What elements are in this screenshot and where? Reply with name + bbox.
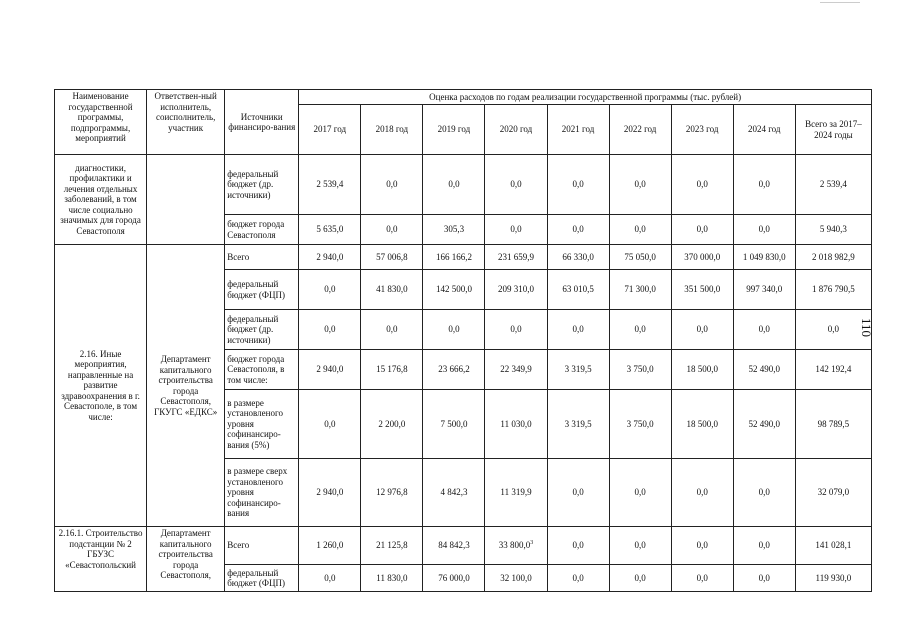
value-cell: 0,0 <box>671 310 733 350</box>
header-year: 2023 год <box>671 105 733 155</box>
table-header <box>55 90 872 155</box>
value-cell: 0,0 <box>485 155 547 215</box>
value-cell: 3 750,0 <box>609 390 671 459</box>
value-cell: 2 940,0 <box>299 350 361 390</box>
program-name-cell: 2.16.1. Строительство подстанции № 2 ГБУЗС «Севастопольский <box>55 527 147 592</box>
value-cell: 7 500,0 <box>423 390 485 459</box>
value-cell: 18 500,0 <box>671 390 733 459</box>
value-cell: 12 976,8 <box>361 459 423 527</box>
header-group: Оценка расходов по годам реализации государственной программы (тыс. рублей) <box>299 90 872 105</box>
value-cell: 11 030,0 <box>485 390 547 459</box>
value-cell: 75 050,0 <box>609 245 671 270</box>
value-cell: 0,0 <box>733 310 795 350</box>
financing-table <box>54 89 872 592</box>
value-cell: 0,0 <box>547 459 609 527</box>
value-cell: 0,0 <box>361 215 423 245</box>
value-cell: 0,0 <box>609 459 671 527</box>
value-cell: 0,0 <box>609 565 671 592</box>
source-cell: бюджет города Севастополя <box>225 215 299 245</box>
value-text: 33 800,0 <box>498 540 531 551</box>
total-cell: 98 789,5 <box>795 390 871 459</box>
value-cell: 32 100,0 <box>485 565 547 592</box>
value-cell: 22 349,9 <box>485 350 547 390</box>
value-cell: 0,0 <box>609 527 671 565</box>
value-cell: 166 166,2 <box>423 245 485 270</box>
value-cell: 0,0 <box>547 310 609 350</box>
source-cell: федеральный бюджет (др. источники) <box>225 310 299 350</box>
header-year: 2022 год <box>609 105 671 155</box>
value-cell: 0,0 <box>609 155 671 215</box>
header-year: 2020 год <box>485 105 547 155</box>
source-cell: федеральный бюджет (др. источники) <box>225 155 299 215</box>
value-cell: 66 330,0 <box>547 245 609 270</box>
value-cell: 52 490,0 <box>733 390 795 459</box>
scan-mark <box>820 2 860 3</box>
value-cell: 0,0 <box>547 565 609 592</box>
value-cell: 0,0 <box>547 215 609 245</box>
value-cell: 63 010,5 <box>547 270 609 310</box>
value-cell: 0,0 <box>733 565 795 592</box>
executor-cell: Департамент капитального строительства города Севастополя, ГКУГС «ЕДКС» <box>147 245 225 527</box>
value-cell: 0,0 <box>361 155 423 215</box>
value-cell: 351 500,0 <box>671 270 733 310</box>
table-body <box>55 155 872 592</box>
value-cell: 0,0 <box>299 390 361 459</box>
program-name-cell: 2.16. Иные мероприятия, направленные на развитие здравоохранения в г. Севастополе, в том числе: <box>55 245 147 527</box>
total-cell: 0,0 <box>795 310 871 350</box>
value-cell: 0,0 <box>547 527 609 565</box>
value-cell: 11 319,9 <box>485 459 547 527</box>
total-cell: 2 539,4 <box>795 155 871 215</box>
value-cell: 0,0 <box>671 459 733 527</box>
page-number: 110 <box>859 318 874 338</box>
total-cell: 1 876 790,5 <box>795 270 871 310</box>
total-cell: 2 018 982,9 <box>795 245 871 270</box>
header-year: 2024 год <box>733 105 795 155</box>
source-cell: в размере установленого уровня софинансиро-вания (5%) <box>225 390 299 459</box>
value-cell: 1 049 830,0 <box>733 245 795 270</box>
value-cell: 3 319,5 <box>547 390 609 459</box>
header-year: 2019 год <box>423 105 485 155</box>
value-cell: 305,3 <box>423 215 485 245</box>
value-cell: 0,0 <box>423 155 485 215</box>
value-cell: 2 539,4 <box>299 155 361 215</box>
value-cell <box>485 527 547 565</box>
value-cell: 370 000,0 <box>671 245 733 270</box>
value-cell: 0,0 <box>671 565 733 592</box>
total-cell: 119 930,0 <box>795 565 871 592</box>
table-row <box>55 527 872 565</box>
value-cell: 0,0 <box>299 565 361 592</box>
footnote-mark: 3 <box>530 540 534 547</box>
total-cell: 142 192,4 <box>795 350 871 390</box>
source-cell: Всего <box>225 527 299 565</box>
value-cell: 11 830,0 <box>361 565 423 592</box>
source-cell: федеральный бюджет (ФЦП) <box>225 270 299 310</box>
value-cell: 0,0 <box>361 310 423 350</box>
total-cell: 5 940,3 <box>795 215 871 245</box>
value-cell: 84 842,3 <box>423 527 485 565</box>
value-cell: 0,0 <box>733 215 795 245</box>
value-cell: 0,0 <box>609 215 671 245</box>
value-cell: 0,0 <box>671 215 733 245</box>
value-cell: 18 500,0 <box>671 350 733 390</box>
value-cell: 2 200,0 <box>361 390 423 459</box>
value-cell: 2 940,0 <box>299 459 361 527</box>
value-cell: 0,0 <box>733 459 795 527</box>
value-cell: 0,0 <box>733 527 795 565</box>
value-cell: 0,0 <box>485 215 547 245</box>
source-cell: бюджет города Севастополя, в том числе: <box>225 350 299 390</box>
value-cell: 1 260,0 <box>299 527 361 565</box>
value-cell: 0,0 <box>299 310 361 350</box>
value-cell: 0,0 <box>299 270 361 310</box>
executor-cell: Департамент капитального строительства города Севастополя, <box>147 527 225 592</box>
value-cell: 21 125,8 <box>361 527 423 565</box>
value-cell: 2 940,0 <box>299 245 361 270</box>
value-cell: 0,0 <box>671 527 733 565</box>
value-cell: 0,0 <box>671 155 733 215</box>
value-cell: 997 340,0 <box>733 270 795 310</box>
value-cell: 0,0 <box>609 310 671 350</box>
value-cell: 76 000,0 <box>423 565 485 592</box>
value-cell: 3 319,5 <box>547 350 609 390</box>
table-row <box>55 155 872 215</box>
header-year: 2018 год <box>361 105 423 155</box>
executor-cell <box>147 155 225 245</box>
value-cell: 23 666,2 <box>423 350 485 390</box>
value-cell: 57 006,8 <box>361 245 423 270</box>
source-cell: в размере сверх установленого уровня софинансиро-вания <box>225 459 299 527</box>
value-cell: 0,0 <box>423 310 485 350</box>
value-cell: 0,0 <box>547 155 609 215</box>
total-cell: 141 028,1 <box>795 527 871 565</box>
value-cell: 71 300,0 <box>609 270 671 310</box>
value-cell: 52 490,0 <box>733 350 795 390</box>
value-cell: 5 635,0 <box>299 215 361 245</box>
header-year: 2017 год <box>299 105 361 155</box>
header-total: Всего за 2017–2024 годы <box>795 105 871 155</box>
header-name: Наименование государственной программы, подпрограммы, мероприятий <box>55 90 147 155</box>
value-cell: 4 842,3 <box>423 459 485 527</box>
value-cell: 3 750,0 <box>609 350 671 390</box>
program-name-cell: диагностики, профилактики и лечения отдельных заболеваний, в том числе социально значимых для города Севастополя <box>55 155 147 245</box>
value-cell: 41 830,0 <box>361 270 423 310</box>
value-cell: 15 176,8 <box>361 350 423 390</box>
total-cell: 32 079,0 <box>795 459 871 527</box>
value-cell: 0,0 <box>485 310 547 350</box>
value-cell: 209 310,0 <box>485 270 547 310</box>
source-cell: федеральный бюджет (ФЦП) <box>225 565 299 592</box>
value-cell: 142 500,0 <box>423 270 485 310</box>
value-cell: 0,0 <box>733 155 795 215</box>
value-cell: 231 659,9 <box>485 245 547 270</box>
header-source: Источники финансиро-вания <box>225 90 299 155</box>
table-row <box>55 245 872 270</box>
header-executor: Ответствен-ный исполнитель, соисполнитель, участник <box>147 90 225 155</box>
source-cell: Всего <box>225 245 299 270</box>
header-year: 2021 год <box>547 105 609 155</box>
